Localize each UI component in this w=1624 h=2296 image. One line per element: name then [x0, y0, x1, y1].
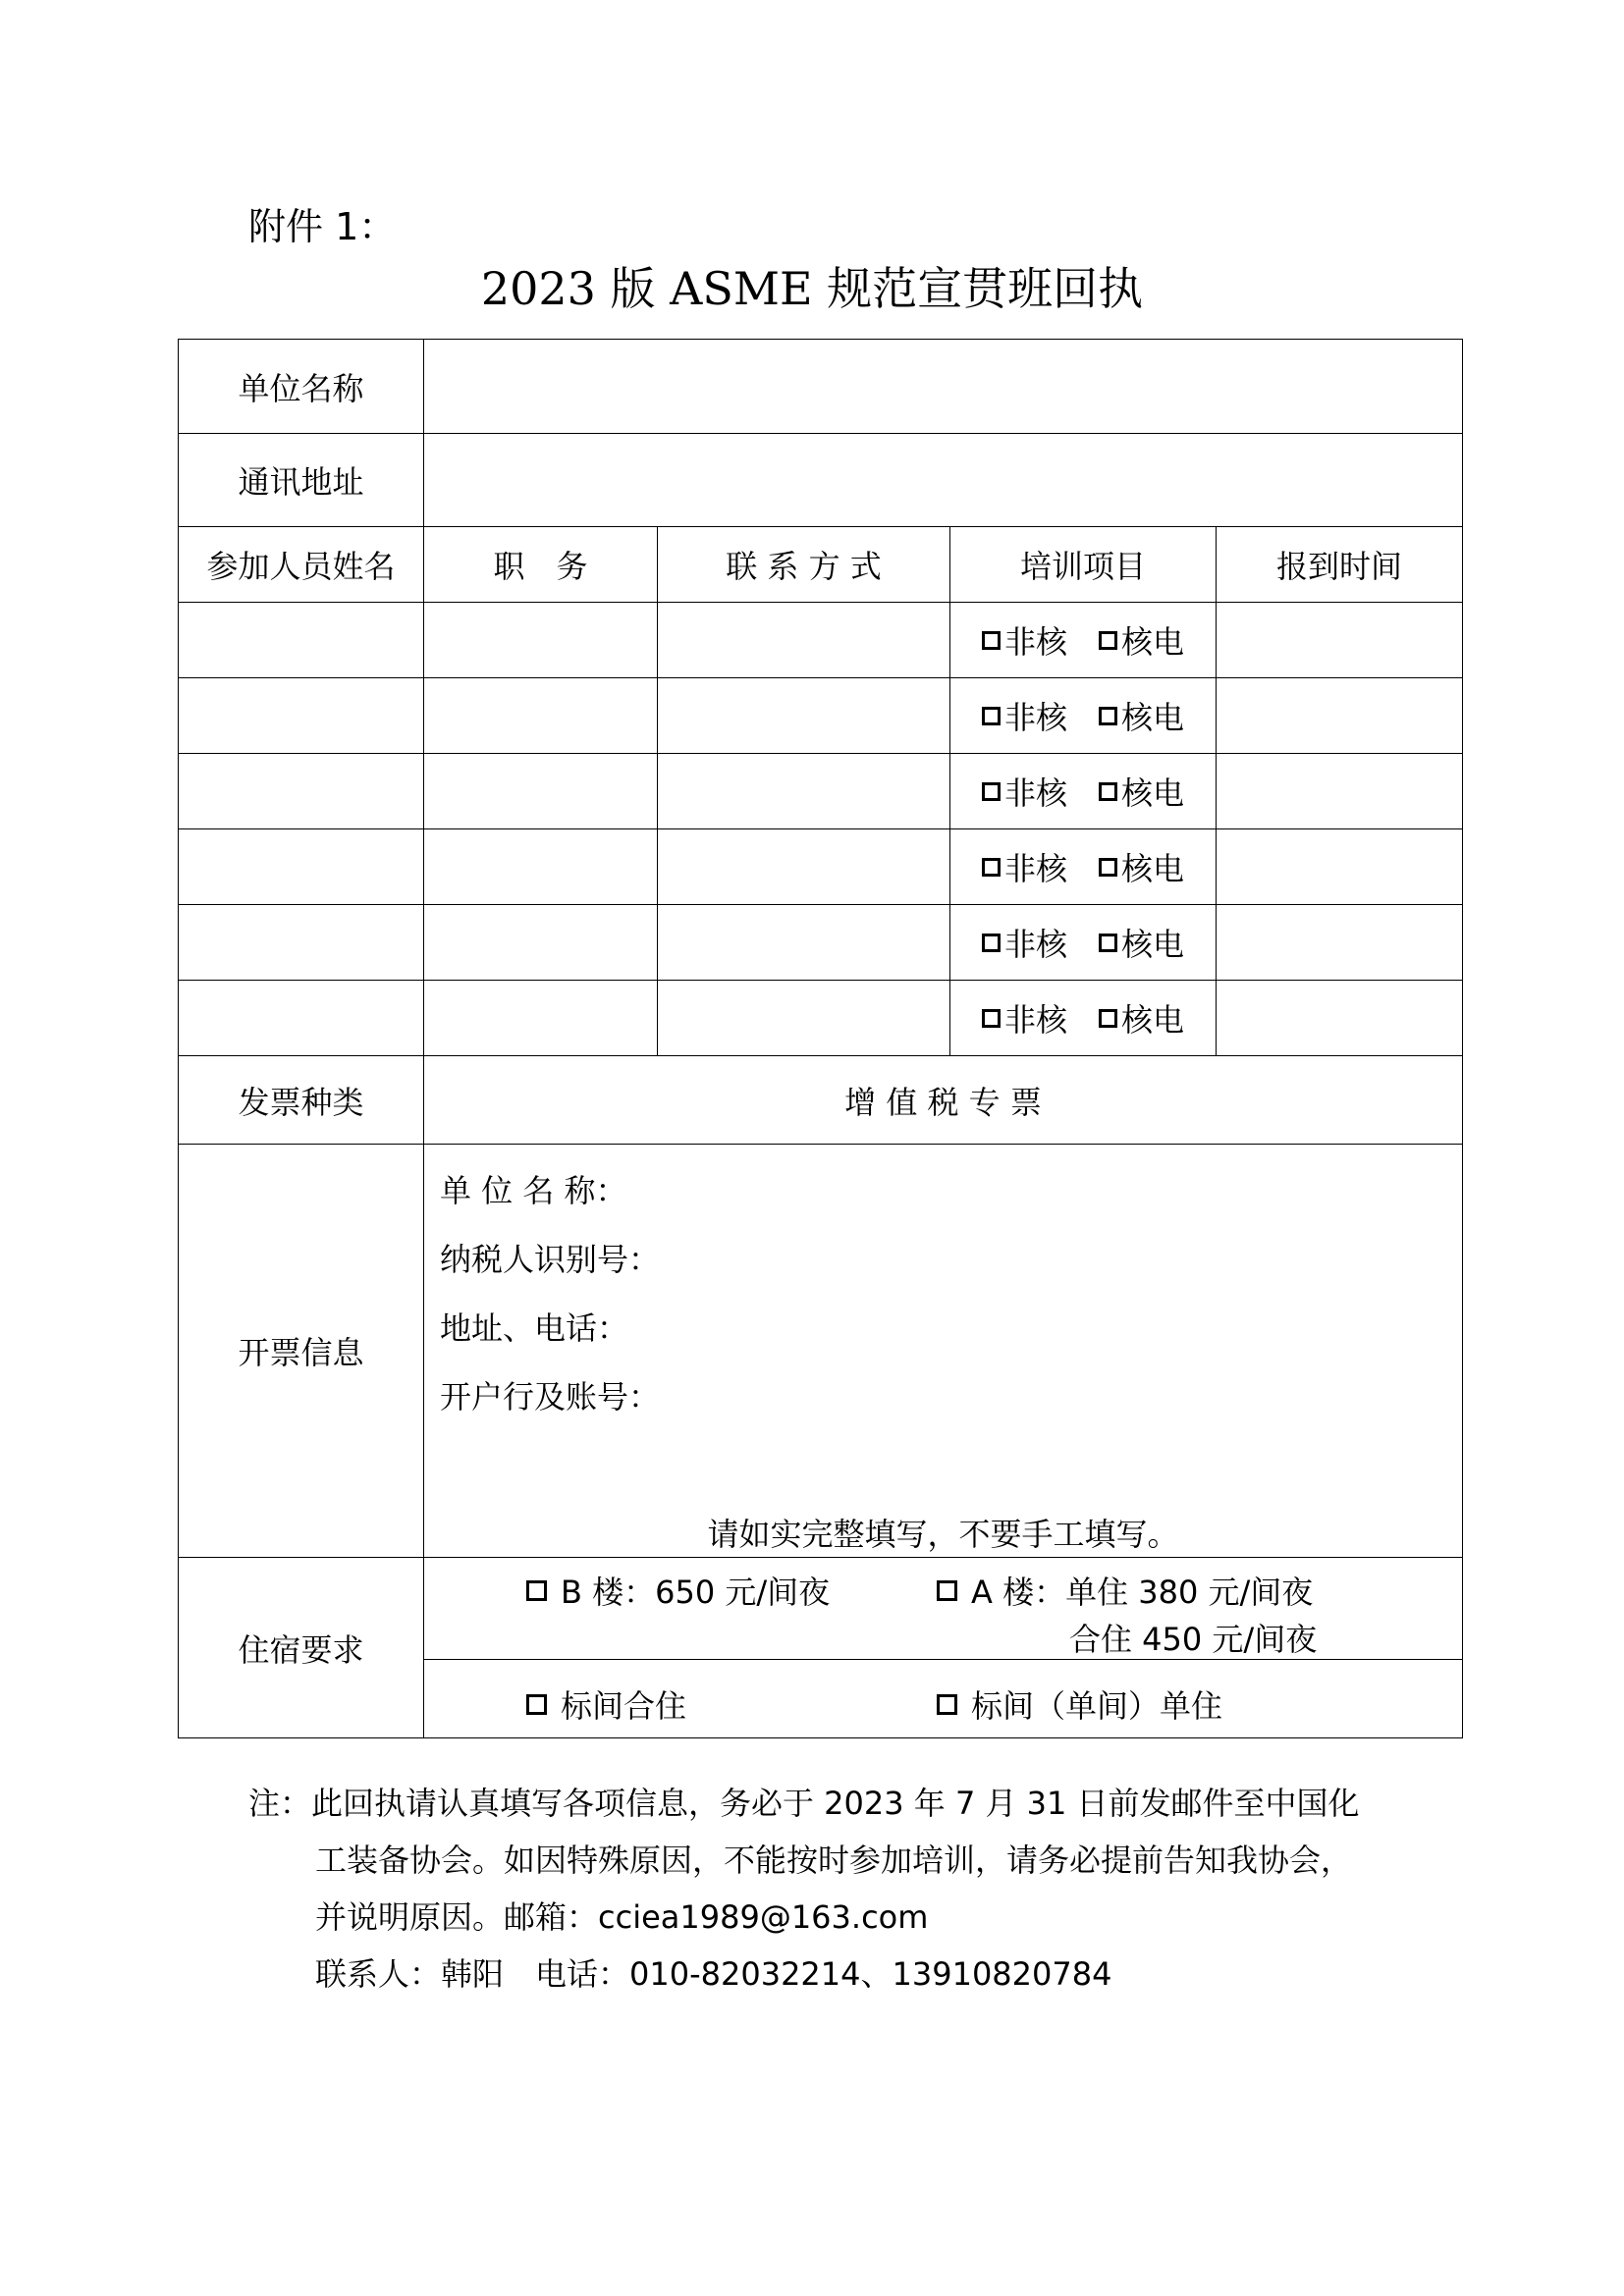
participant-row [179, 905, 1463, 981]
checkbox-icon[interactable] [526, 1694, 547, 1715]
unit-name-field[interactable] [424, 340, 1463, 434]
training-option-label: 非核 [1004, 699, 1068, 736]
participant-contact-cell[interactable] [658, 905, 950, 981]
checkbox-icon[interactable] [1099, 934, 1117, 952]
address-label: 通讯地址 [179, 434, 424, 527]
training-option-non-nuclear[interactable] [982, 617, 1067, 663]
header-arrival: 报到时间 [1217, 527, 1463, 603]
participant-contact-cell[interactable] [658, 603, 950, 678]
invoice-field-bank: 开户行及账号： [440, 1378, 661, 1415]
training-option-label: 非核 [1004, 1001, 1068, 1039]
lodging-a-label: A 楼：单住 380 元/间夜 [971, 1574, 1314, 1611]
lodging-a-option[interactable] [937, 1568, 1313, 1613]
invoice-field-unit: 单 位 名 称： [440, 1172, 627, 1209]
participant-name-cell[interactable] [179, 905, 424, 981]
lodging-label: 住宿要求 [179, 1558, 424, 1738]
checkbox-icon[interactable] [982, 631, 1001, 650]
training-option-nuclear[interactable] [1099, 920, 1184, 965]
participant-position-cell[interactable] [424, 603, 658, 678]
training-option-nuclear[interactable] [1099, 617, 1184, 663]
participants-header-row [179, 527, 1463, 603]
header-training: 培训项目 [950, 527, 1217, 603]
participant-row [179, 678, 1463, 754]
participant-training-cell [950, 905, 1217, 981]
invoice-field-tax-id: 纳税人识别号： [440, 1241, 661, 1278]
invoice-info-label: 开票信息 [179, 1145, 424, 1558]
training-option-label: 核电 [1121, 774, 1185, 812]
participant-contact-cell[interactable] [658, 981, 950, 1056]
training-option-nuclear[interactable] [1099, 844, 1184, 889]
training-option-label: 核电 [1121, 850, 1185, 887]
notes-line-3: 并说明原因。邮箱：cciea1989@163.com [315, 1898, 929, 1936]
checkbox-icon[interactable] [1099, 858, 1117, 877]
checkbox-icon[interactable] [526, 1580, 547, 1601]
participant-name-cell[interactable] [179, 829, 424, 905]
participant-training-cell [950, 829, 1217, 905]
lodging-b-option[interactable] [526, 1568, 830, 1613]
participant-arrival-cell[interactable] [1217, 754, 1463, 829]
training-option-label: 非核 [1004, 926, 1068, 963]
participant-position-cell[interactable] [424, 981, 658, 1056]
invoice-type-value: 增 值 税 专 票 [424, 1056, 1463, 1145]
notes-line-2: 工装备协会。如因特殊原因，不能按时参加培训，请务必提前告知我协会， [315, 1842, 1353, 1879]
page-title: 2023 版 ASME 规范宣贯班回执 [480, 262, 1144, 315]
participant-position-cell[interactable] [424, 754, 658, 829]
training-option-nuclear[interactable] [1099, 995, 1184, 1041]
training-option-label: 非核 [1004, 774, 1068, 812]
checkbox-icon[interactable] [1099, 707, 1117, 725]
participant-arrival-cell[interactable] [1217, 678, 1463, 754]
checkbox-icon[interactable] [1099, 782, 1117, 801]
lodging-b-label: B 楼：650 元/间夜 [561, 1574, 831, 1611]
room-single-label: 标间（单间）单住 [971, 1687, 1223, 1725]
training-options [950, 920, 1216, 965]
room-single-option[interactable] [937, 1682, 1222, 1727]
invoice-type-label: 发票种类 [179, 1056, 424, 1145]
training-option-nuclear[interactable] [1099, 693, 1184, 738]
invoice-note: 请如实完整填写，不要手工填写。 [707, 1516, 1179, 1553]
training-option-nuclear[interactable] [1099, 769, 1184, 814]
header-position: 职 务 [424, 527, 658, 603]
participant-contact-cell[interactable] [658, 678, 950, 754]
notes [248, 1775, 1427, 2002]
checkbox-icon[interactable] [1099, 631, 1117, 650]
participant-arrival-cell[interactable] [1217, 981, 1463, 1056]
participant-training-cell [950, 603, 1217, 678]
address-field[interactable] [424, 434, 1463, 527]
participant-name-cell[interactable] [179, 754, 424, 829]
checkbox-icon[interactable] [982, 707, 1001, 725]
participant-row [179, 754, 1463, 829]
training-option-label: 核电 [1121, 623, 1185, 661]
unit-name-label: 单位名称 [179, 340, 424, 434]
participant-name-cell[interactable] [179, 981, 424, 1056]
checkbox-icon[interactable] [937, 1694, 957, 1715]
lodging-room-row [424, 1660, 1463, 1738]
participant-training-cell [950, 678, 1217, 754]
training-option-label: 核电 [1121, 1001, 1185, 1039]
training-option-non-nuclear[interactable] [982, 844, 1067, 889]
training-option-label: 核电 [1121, 926, 1185, 963]
participant-arrival-cell[interactable] [1217, 829, 1463, 905]
participant-position-cell[interactable] [424, 829, 658, 905]
training-option-non-nuclear[interactable] [982, 920, 1067, 965]
participant-contact-cell[interactable] [658, 829, 950, 905]
training-option-non-nuclear[interactable] [982, 693, 1067, 738]
participant-position-cell[interactable] [424, 905, 658, 981]
invoice-info-cell[interactable] [424, 1145, 1463, 1558]
participant-contact-cell[interactable] [658, 754, 950, 829]
attachment-label: 附件 1： [248, 205, 397, 248]
room-shared-option[interactable] [526, 1682, 686, 1727]
header-contact: 联 系 方 式 [658, 527, 950, 603]
training-options [950, 844, 1216, 889]
participant-training-cell [950, 981, 1217, 1056]
checkbox-icon[interactable] [1099, 1009, 1117, 1028]
training-option-label: 非核 [1004, 623, 1068, 661]
checkbox-icon[interactable] [982, 858, 1001, 877]
training-option-label: 核电 [1121, 699, 1185, 736]
room-shared-label: 标间合住 [561, 1687, 687, 1725]
notes-line-4: 联系人：韩阳 电话：010-82032214、13910820784 [315, 1955, 1112, 1993]
notes-line-1: 注：此回执请认真填写各项信息，务必于 2023 年 7 月 31 日前发邮件至中国化 [248, 1785, 1360, 1822]
training-options [950, 995, 1216, 1041]
participant-training-cell [950, 754, 1217, 829]
participant-name-cell[interactable] [179, 603, 424, 678]
participant-name-cell[interactable] [179, 678, 424, 754]
participant-row [179, 829, 1463, 905]
participant-row [179, 981, 1463, 1056]
training-option-non-nuclear[interactable] [982, 769, 1067, 814]
invoice-field-address: 地址、电话： [440, 1309, 629, 1347]
training-options [950, 769, 1216, 814]
checkbox-icon[interactable] [982, 934, 1001, 952]
participant-position-cell[interactable] [424, 678, 658, 754]
lodging-building-row [424, 1558, 1463, 1660]
participant-arrival-cell[interactable] [1217, 905, 1463, 981]
header-name: 参加人员姓名 [179, 527, 424, 603]
checkbox-icon[interactable] [982, 1009, 1001, 1028]
lodging-a-shared-label: 合住 450 元/间夜 [1069, 1621, 1318, 1658]
training-options [950, 617, 1216, 663]
checkbox-icon[interactable] [982, 782, 1001, 801]
training-option-label: 非核 [1004, 850, 1068, 887]
participant-row [179, 603, 1463, 678]
training-option-non-nuclear[interactable] [982, 995, 1067, 1041]
registration-form [178, 339, 1463, 1738]
training-options [950, 693, 1216, 738]
checkbox-icon[interactable] [937, 1580, 957, 1601]
participant-arrival-cell[interactable] [1217, 603, 1463, 678]
